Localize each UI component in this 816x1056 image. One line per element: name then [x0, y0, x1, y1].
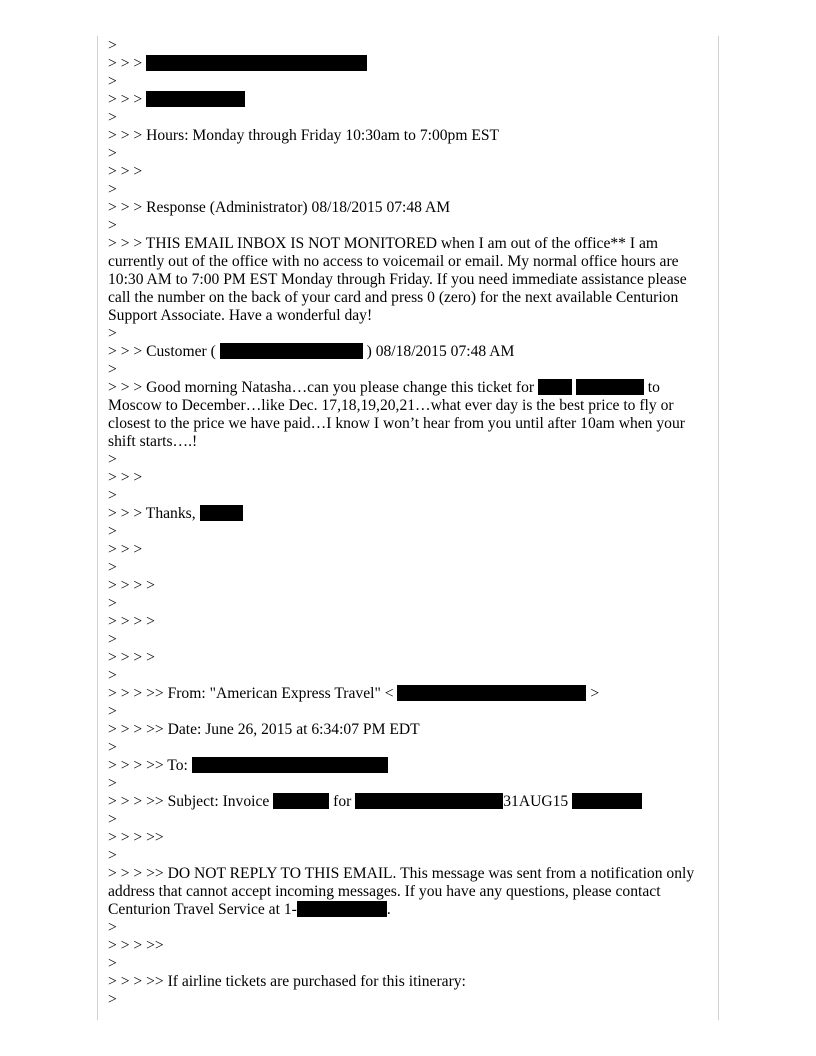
response-header: > > > Response (Administrator) 08/18/2015 07:48 AM — [108, 199, 451, 216]
redaction-block — [220, 343, 363, 359]
subject-text: for — [329, 793, 356, 810]
customer-label: > > > Customer ( — [108, 343, 220, 360]
quote-line: > — [108, 595, 117, 612]
redaction-block — [192, 757, 388, 773]
quote-line: > — [108, 847, 117, 864]
subject-text: 31AUG15 — [503, 793, 573, 810]
quote-line: > — [108, 991, 117, 1008]
email-body — [108, 37, 710, 1009]
redaction-block — [397, 685, 586, 701]
redaction-block — [146, 55, 367, 71]
redaction-block — [355, 793, 503, 809]
quote-line: > — [108, 217, 117, 234]
to-header — [108, 757, 710, 775]
quote-line: > — [108, 523, 117, 540]
redaction-block — [146, 91, 245, 107]
redaction-block — [200, 505, 243, 521]
subject-label: > > > >> Subject: Invoice — [108, 793, 274, 810]
quote-line: > > > >> — [108, 937, 164, 954]
from-label: > > > >> From: "American Express Travel" < — [108, 685, 398, 702]
redaction-block — [538, 379, 572, 395]
redacted-line — [108, 91, 710, 109]
quote-line: > — [108, 775, 117, 792]
quote-line: > — [108, 361, 117, 378]
quote-line: > — [108, 181, 117, 198]
redaction-block — [297, 901, 387, 917]
redacted-line — [108, 55, 710, 73]
quote-line: > — [108, 73, 117, 90]
redaction-block — [572, 793, 642, 809]
customer-message — [108, 379, 710, 451]
from-close: > — [586, 685, 600, 702]
quote-prefix: > > > — [108, 55, 147, 72]
quote-line: > — [108, 325, 117, 342]
notice-text: > > > >> DO NOT REPLY TO THIS EMAIL. This message was sent from a notification only address that cannot accept incoming messages. If you have any questions, please contact Centurion Travel Service at 1- — [108, 865, 699, 918]
redaction-block — [273, 793, 329, 809]
quote-line: > — [108, 145, 117, 162]
quote-line: > — [108, 811, 117, 828]
airline-tickets-line: > > > >> If airline tickets are purchased for this itinerary: — [108, 973, 466, 990]
message-text: to Moscow to December…like Dec. 17,18,19,20,21…what ever day is the best price to fly or closest to the price we have paid…I know I won’t hear from you until after 10am when your shift starts….! — [108, 379, 689, 450]
notice-paragraph — [108, 865, 710, 919]
signoff-text: > > > Thanks, — [108, 505, 200, 522]
customer-header — [108, 343, 710, 361]
quote-line: > > > > — [108, 613, 155, 630]
message-text: > > > Good morning Natasha…can you please change this ticket for — [108, 379, 538, 396]
from-header — [108, 685, 710, 703]
quote-line: > > > — [108, 163, 143, 180]
quote-line: > — [108, 667, 117, 684]
quote-line: > — [108, 703, 117, 720]
quote-line: > — [108, 919, 117, 936]
subject-header — [108, 793, 710, 811]
quote-line: > — [108, 109, 117, 126]
date-header: > > > >> Date: June 26, 2015 at 6:34:07 PM EDT — [108, 721, 420, 738]
quote-line: > > > > — [108, 577, 155, 594]
signoff-line — [108, 505, 710, 523]
quote-line: > > > > — [108, 649, 155, 666]
notice-text: . — [386, 901, 391, 918]
quote-line: > — [108, 739, 117, 756]
quote-line: > — [108, 631, 117, 648]
quote-line: > — [108, 487, 117, 504]
redaction-block — [576, 379, 644, 395]
quote-prefix: > > > — [108, 91, 147, 108]
to-label: > > > >> To: — [108, 757, 192, 774]
quote-line: > > > — [108, 469, 143, 486]
page-margin-rule-left — [97, 36, 98, 1020]
customer-timestamp: ) 08/18/2015 07:48 AM — [362, 343, 515, 360]
quote-line: > > > — [108, 541, 143, 558]
quote-line: > — [108, 955, 117, 972]
quote-line: > — [108, 37, 117, 54]
hours-line: > > > Hours: Monday through Friday 10:30am to 7:00pm EST — [108, 127, 500, 144]
quote-line: > — [108, 559, 117, 576]
auto-reply-paragraph: > > > THIS EMAIL INBOX IS NOT MONITORED when I am out of the office** I am currently out of the office with no access to voicemail or email. My normal office hours are 10:30 AM to 7:00 PM EST Monday through Friday. If you need immediate assistance please call the number on the back of your card and press 0 (zero) for the next available Centurion Support Associate. Have a wonderful day! — [108, 235, 691, 324]
page-margin-rule-right — [718, 36, 719, 1020]
quote-line: > — [108, 451, 117, 468]
quote-line: > > > >> — [108, 829, 164, 846]
